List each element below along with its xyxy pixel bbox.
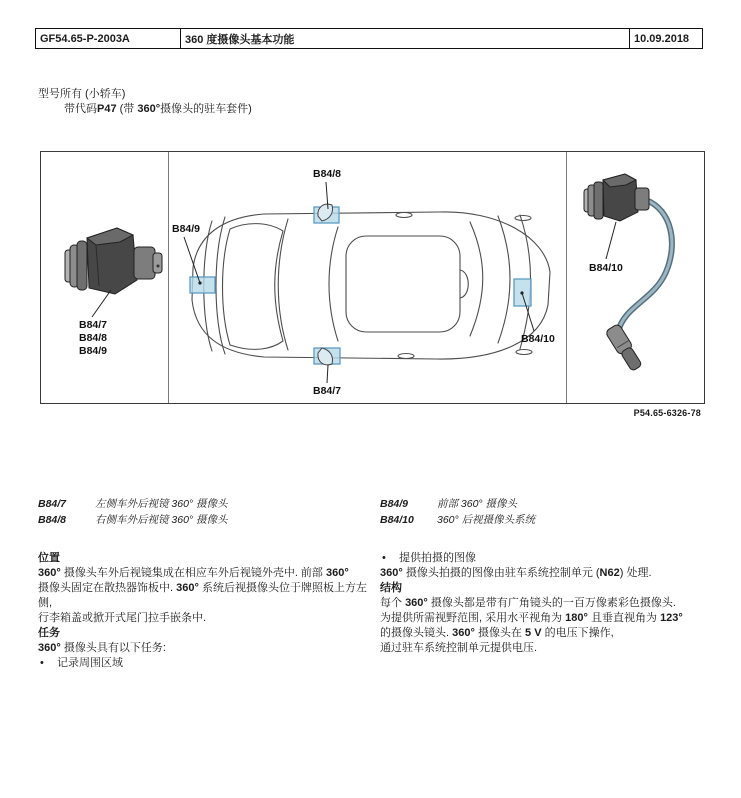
- legend-row: [380, 512, 710, 528]
- label-b84-7: B84/7: [313, 385, 342, 397]
- label-b84-8: B84/8: [79, 332, 108, 344]
- legend-code: B84/8: [38, 514, 67, 526]
- label-b84-7: B84/7: [79, 319, 108, 331]
- bullet-line: [38, 656, 376, 671]
- label-b84-9: B84/9: [172, 223, 201, 235]
- body-line: 通过驻车系统控制单元提供电压.: [380, 642, 538, 654]
- legend-row: [38, 496, 373, 512]
- camera-illustration: [41, 152, 168, 402]
- car-top-view-drawing: [168, 152, 566, 401]
- document-header-table: [35, 28, 703, 49]
- leader-lines: [184, 182, 534, 383]
- rear-camera-cable-illustration: [566, 152, 704, 402]
- label-b84-8: B84/8: [313, 168, 342, 180]
- label-b84-10-detail: B84/10: [589, 262, 623, 274]
- highlight-front-camera-b84-9: [190, 277, 215, 293]
- legend-desc: 右侧车外后视镜 360° 摄像头: [95, 514, 228, 526]
- legend-code: B84/10: [380, 514, 414, 526]
- doc-date-cell: 10.09.2018: [629, 29, 702, 48]
- figure-number: P54.65-6326-78: [633, 408, 701, 418]
- label-b84-10: B84/10: [521, 333, 555, 345]
- legend-code: B84/7: [38, 498, 67, 510]
- body-line: 360° 摄像头车外后视镜集成在相应车外后视镜外壳中. 前部 360°: [38, 567, 349, 579]
- leader-line: [606, 222, 616, 259]
- bullet-text: 记录周围区域: [57, 657, 123, 669]
- body-line: 360° 摄像头具有以下任务:: [38, 642, 166, 654]
- section-heading-structure: 结构: [380, 582, 402, 594]
- section-heading-location: 位置: [38, 552, 60, 564]
- body-line: 360° 摄像头拍摄的图像由驻车系统控制单元 (N62) 处理.: [380, 567, 652, 579]
- doc-title-cell: 360 度摄像头基本功能: [180, 29, 629, 48]
- body-line: 每个 360° 摄像头都是带有广角镜头的一百万像素彩色摄像头.: [380, 597, 676, 609]
- body-line: 行李箱盖或掀开式尾门拉手嵌条中.: [38, 612, 207, 624]
- model-line: 型号所有 (小轿车): [38, 88, 126, 100]
- legend-right-column: [380, 496, 710, 528]
- bullet-icon: •: [40, 657, 44, 669]
- legend-row: [38, 512, 373, 528]
- component-location-figure: [40, 151, 705, 404]
- leader-line: [92, 290, 111, 317]
- body-left-column: [38, 551, 376, 671]
- doc-code-cell: GF54.65-P-2003A: [40, 32, 130, 45]
- body-line: 为提供所需视野范围, 采用水平视角为 180° 且垂直视角为 123°: [380, 612, 683, 624]
- option-code-line: 带代码P47 (带 360°摄像头的驻车套件): [64, 103, 252, 115]
- label-b84-9: B84/9: [79, 345, 108, 357]
- bullet-text: 提供拍摄的图像: [399, 552, 476, 564]
- body-line: 摄像头固定在散热器饰板中. 360° 系统后视摄像头位于牌照板上方左侧,: [38, 582, 367, 609]
- body-line: 的摄像头镜头. 360° 摄像头在 5 V 的电压下操作,: [380, 627, 614, 639]
- legend-code: B84/9: [380, 498, 409, 510]
- label-camera-stack: [79, 319, 107, 358]
- legend-desc: 前部 360° 摄像头: [437, 498, 518, 510]
- body-right-column: [380, 551, 712, 656]
- bullet-icon: •: [382, 552, 386, 564]
- legend-left-column: [38, 496, 373, 528]
- model-applicability: [38, 87, 252, 117]
- bullet-line: [380, 551, 712, 566]
- section-heading-task: 任务: [38, 627, 60, 639]
- legend-row: [380, 496, 710, 512]
- legend-desc: 左侧车外后视镜 360° 摄像头: [95, 498, 228, 510]
- legend-desc: 360° 后视摄像头系统: [437, 514, 536, 526]
